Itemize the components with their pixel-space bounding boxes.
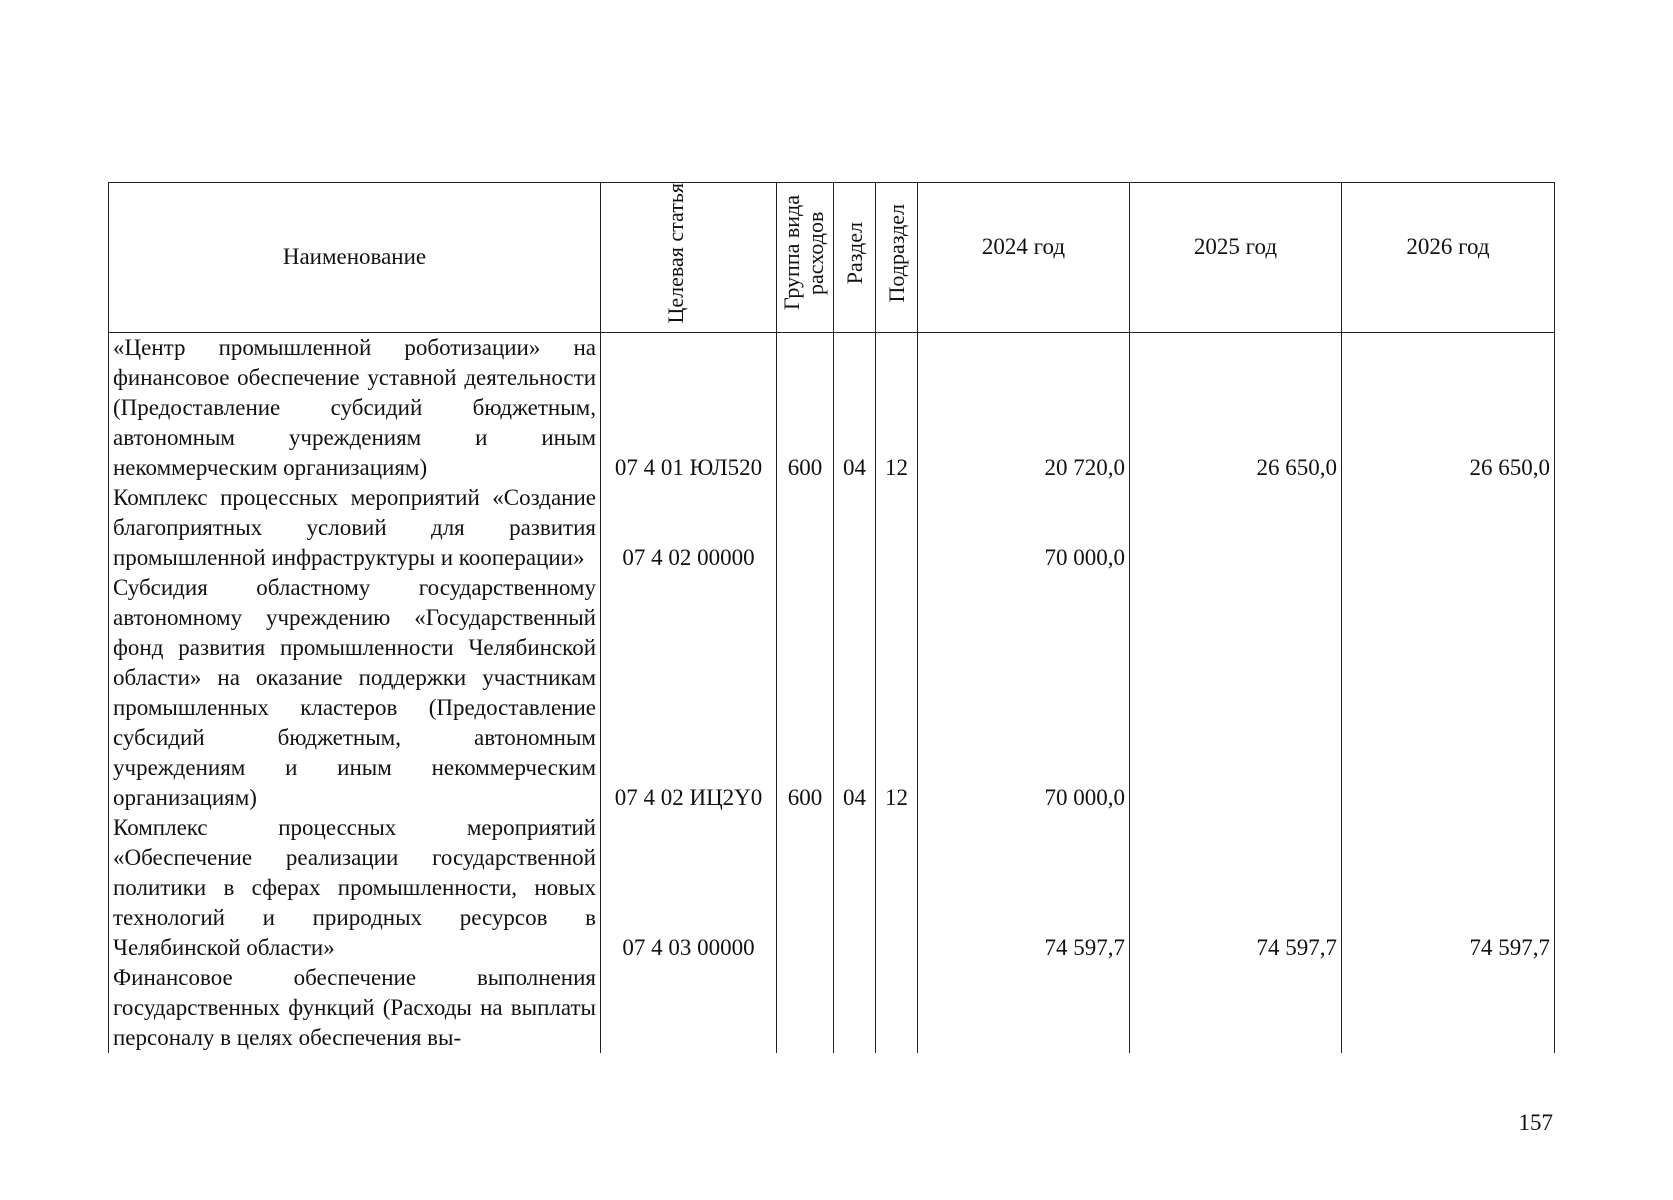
cell-2026 <box>1342 483 1555 573</box>
page-number: 157 <box>1518 1110 1553 1135</box>
cell-2024: 20 720,0 <box>918 332 1130 483</box>
cell-2026 <box>1342 573 1555 813</box>
cell-subsection: 12 <box>876 332 918 483</box>
cell-name: Субсидия областному государственному автономному учреждению «Государственный фонд развития промышленности Челябинской области» на оказание поддержки участникам промышленных кластеров (Предоставление субсидий бюджетным, автономным учреждениям и иным некоммерческим организациям) <box>109 573 601 813</box>
header-2025: 2025 год <box>1130 183 1342 333</box>
cell-2026: 26 650,0 <box>1342 332 1555 483</box>
cell-name: Комплекс процессных мероприятий «Обеспечение реализации государственной политики в сферах промышленности, новых технологий и природных ресурсов в Челябинской области» <box>109 813 601 963</box>
cell-group: 600 <box>777 573 834 813</box>
cell-group: 600 <box>777 332 834 483</box>
cell-2025 <box>1130 963 1342 1053</box>
cell-group <box>777 963 834 1053</box>
cell-subsection: 12 <box>876 573 918 813</box>
table-row <box>109 963 1555 1053</box>
table-row <box>109 573 1555 813</box>
header-name: Наименование <box>109 183 601 333</box>
cell-2026: 74 597,7 <box>1342 813 1555 963</box>
cell-subsection <box>876 483 918 573</box>
cell-target: 07 4 02 ИЦ2Y0 <box>601 573 777 813</box>
table-row <box>109 332 1555 483</box>
cell-subsection <box>876 813 918 963</box>
cell-name: «Центр промышленной роботизации» на финансовое обеспечение уставной деятельности (Предоставление субсидий бюджетным, автономным учреждениям и иным некоммерческим организациям) <box>109 332 601 483</box>
cell-name: Финансовое обеспечение выполнения государственных функций (Расходы на выплаты персоналу в целях обеспечения вы- <box>109 963 601 1053</box>
cell-section <box>834 483 876 573</box>
budget-table <box>108 182 1555 1053</box>
cell-2025: 74 597,7 <box>1130 813 1342 963</box>
header-subsection: Подраздел <box>876 183 918 333</box>
cell-target: 07 4 03 00000 <box>601 813 777 963</box>
cell-group <box>777 483 834 573</box>
cell-section <box>834 963 876 1053</box>
cell-2025: 26 650,0 <box>1130 332 1342 483</box>
cell-target: 07 4 01 ЮЛ520 <box>601 332 777 483</box>
header-section: Раздел <box>834 183 876 333</box>
cell-section: 04 <box>834 573 876 813</box>
cell-target: 07 4 02 00000 <box>601 483 777 573</box>
cell-2025 <box>1130 483 1342 573</box>
header-2024: 2024 год <box>918 183 1130 333</box>
cell-2024 <box>918 963 1130 1053</box>
header-group: Группа вида расходов <box>777 183 834 333</box>
cell-2025 <box>1130 573 1342 813</box>
cell-2024: 74 597,7 <box>918 813 1130 963</box>
cell-group <box>777 813 834 963</box>
cell-section: 04 <box>834 332 876 483</box>
header-2026: 2026 год <box>1342 183 1555 333</box>
cell-subsection <box>876 963 918 1053</box>
header-target: Целевая статья <box>601 183 777 333</box>
cell-2024: 70 000,0 <box>918 483 1130 573</box>
cell-2026 <box>1342 963 1555 1053</box>
cell-2024: 70 000,0 <box>918 573 1130 813</box>
cell-target <box>601 963 777 1053</box>
cell-name: Комплекс процессных мероприятий «Создание благоприятных условий для развития промышленной инфраструктуры и кооперации» <box>109 483 601 573</box>
table-row <box>109 813 1555 963</box>
cell-section <box>834 813 876 963</box>
table-row <box>109 483 1555 573</box>
table-header-row <box>109 183 1555 333</box>
